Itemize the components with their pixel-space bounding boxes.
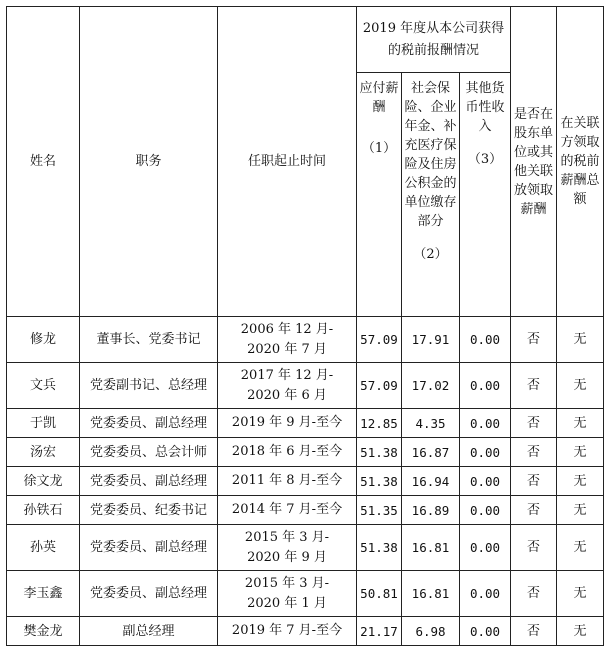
cell-salary: 50.81: [357, 571, 402, 617]
cell-term: [218, 438, 357, 467]
cell-salary: 57.09: [357, 363, 402, 409]
cell-related-total: 无: [557, 617, 604, 646]
table-body: [7, 317, 604, 646]
table-row: [7, 571, 604, 617]
cell-name: 李玉鑫: [7, 571, 80, 617]
term-start: 2019 年 7 月-至今: [231, 623, 343, 638]
cell-term: [218, 409, 357, 438]
cell-other: 0.00: [460, 617, 511, 646]
header-position: 职务: [80, 7, 218, 317]
cell-salary: 51.38: [357, 438, 402, 467]
cell-salary: 51.38: [357, 525, 402, 571]
cell-social: 17.91: [402, 317, 460, 363]
cell-term: [218, 317, 357, 363]
compensation-table: [6, 6, 604, 646]
cell-position: 党委委员、副总经理: [80, 525, 218, 571]
table-row: [7, 525, 604, 571]
cell-salary: 12.85: [357, 409, 402, 438]
cell-social: 16.89: [402, 496, 460, 525]
cell-related-total: 无: [557, 317, 604, 363]
cell-name: 于凯: [7, 409, 80, 438]
table-row: [7, 617, 604, 646]
cell-term: [218, 363, 357, 409]
cell-social: 16.81: [402, 571, 460, 617]
cell-term: [218, 525, 357, 571]
term-end: 2020 年 7 月: [247, 341, 327, 357]
term-start: 2011 年 8 月-至今: [231, 473, 343, 488]
cell-position: 副总经理: [80, 617, 218, 646]
table-row: [7, 467, 604, 496]
cell-related: 否: [511, 363, 557, 409]
cell-position: 党委委员、副总经理: [80, 571, 218, 617]
header-term: 任职起止时间: [218, 7, 357, 317]
term-end: 2020 年 1 月: [247, 595, 327, 611]
term-start: 2018 年 6 月-至今: [231, 444, 343, 459]
header-related-party-text: 是否在股东单位或其他关联放领取薪酬: [513, 106, 553, 217]
cell-social: 16.94: [402, 467, 460, 496]
header-other-num: （3）: [467, 152, 503, 167]
table-row: [7, 363, 604, 409]
cell-related-total: 无: [557, 363, 604, 409]
term-end: 2020 年 6 月: [247, 387, 327, 403]
cell-social: 6.98: [402, 617, 460, 646]
term-start: 2015 年 3 月-: [244, 575, 330, 591]
cell-term: [218, 467, 357, 496]
term-start: 2015 年 3 月-: [244, 529, 330, 545]
header-related-total: [557, 7, 604, 317]
table-row: [7, 438, 604, 467]
cell-other: 0.00: [460, 317, 511, 363]
cell-related: 否: [511, 525, 557, 571]
table-row: [7, 317, 604, 363]
cell-other: 0.00: [460, 409, 511, 438]
cell-related: 否: [511, 467, 557, 496]
cell-other: 0.00: [460, 496, 511, 525]
cell-related-total: 无: [557, 496, 604, 525]
header-salary-num: （1）: [361, 141, 397, 156]
cell-name: 樊金龙: [7, 617, 80, 646]
cell-other: 0.00: [460, 467, 511, 496]
cell-position: 党委委员、副总经理: [80, 409, 218, 438]
cell-salary: 51.35: [357, 496, 402, 525]
cell-term: [218, 496, 357, 525]
cell-position: 党委委员、副总经理: [80, 467, 218, 496]
cell-related-total: 无: [557, 438, 604, 467]
cell-term: [218, 571, 357, 617]
cell-name: 修龙: [7, 317, 80, 363]
term-start: 2017 年 12 月-: [240, 367, 334, 383]
cell-related: 否: [511, 409, 557, 438]
header-social-text: 社会保险、企业年金、补充医疗保险及住房公积金的单位缴存部分: [404, 81, 457, 229]
cell-name: 孙铁石: [7, 496, 80, 525]
term-start: 2006 年 12 月-: [240, 321, 334, 337]
header-name: 姓名: [7, 7, 80, 317]
term-start: 2014 年 7 月-至今: [231, 502, 343, 517]
cell-related-total: 无: [557, 409, 604, 438]
cell-social: 16.87: [402, 438, 460, 467]
header-salary-text: 应付薪酬: [359, 81, 399, 115]
header-social-num: （2）: [413, 247, 448, 262]
cell-term: [218, 617, 357, 646]
header-compensation-group: 2019 年度从本公司获得的税前报酬情况: [357, 7, 511, 73]
header-social-insurance: [402, 73, 460, 317]
term-end: 2020 年 9 月: [247, 549, 327, 565]
cell-related: 否: [511, 317, 557, 363]
cell-social: 4.35: [402, 409, 460, 438]
header-related-total-text: 在关联方领取的税前薪酬总额: [560, 116, 600, 207]
cell-related-total: 无: [557, 571, 604, 617]
table-row: [7, 496, 604, 525]
cell-other: 0.00: [460, 571, 511, 617]
cell-name: 文兵: [7, 363, 80, 409]
cell-social: 17.02: [402, 363, 460, 409]
header-other-text: 其他货币性收入: [465, 81, 505, 134]
cell-social: 16.81: [402, 525, 460, 571]
table-row: [7, 409, 604, 438]
cell-position: 党委委员、纪委书记: [80, 496, 218, 525]
cell-name: 孙英: [7, 525, 80, 571]
cell-related: 否: [511, 496, 557, 525]
cell-related-total: 无: [557, 525, 604, 571]
header-other-income: [460, 73, 511, 317]
cell-position: 党委副书记、总经理: [80, 363, 218, 409]
header-salary: [357, 73, 402, 317]
cell-related-total: 无: [557, 467, 604, 496]
cell-name: 徐文龙: [7, 467, 80, 496]
term-start: 2019 年 9 月-至今: [231, 415, 343, 430]
cell-salary: 57.09: [357, 317, 402, 363]
cell-related: 否: [511, 438, 557, 467]
cell-salary: 21.17: [357, 617, 402, 646]
cell-salary: 51.38: [357, 467, 402, 496]
cell-other: 0.00: [460, 525, 511, 571]
header-related-party: [511, 7, 557, 317]
cell-other: 0.00: [460, 363, 511, 409]
cell-related: 否: [511, 617, 557, 646]
cell-position: 董事长、党委书记: [80, 317, 218, 363]
cell-name: 汤宏: [7, 438, 80, 467]
cell-related: 否: [511, 571, 557, 617]
cell-other: 0.00: [460, 438, 511, 467]
cell-position: 党委委员、总会计师: [80, 438, 218, 467]
